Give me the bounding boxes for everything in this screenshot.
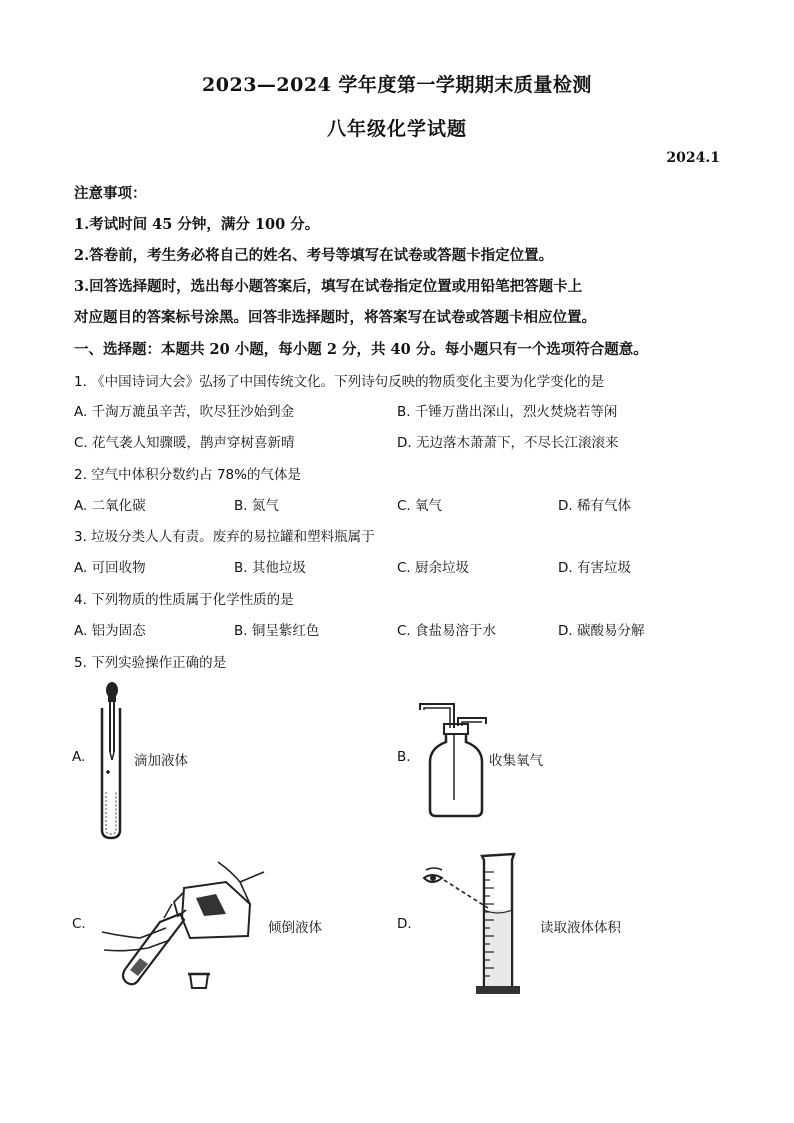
dropper-test-tube-icon bbox=[96, 680, 136, 840]
question-3-option-c[interactable]: C. 厨余垃圾 bbox=[397, 560, 470, 576]
question-5-option-b-caption: 收集氧气 bbox=[489, 753, 543, 769]
exam-date: 2024.1 bbox=[666, 150, 720, 166]
question-5-option-d-letter[interactable]: D. bbox=[397, 916, 412, 932]
question-2-option-b[interactable]: B. 氮气 bbox=[234, 498, 279, 514]
question-2-stem: 2. 空气中体积分数约占 78%的气体是 bbox=[74, 467, 301, 483]
notice-item-3-continued: 对应题目的答案标号涂黑。回答非选择题时，将答案写在试卷或答题卡相应位置。 bbox=[74, 309, 596, 326]
notice-heading: 注意事项： bbox=[74, 185, 147, 202]
question-1-option-b[interactable]: B. 千锤万凿出深山，烈火焚烧若等闲 bbox=[397, 404, 618, 420]
notice-item-3: 3.回答选择题时，选出每小题答案后，填写在试卷指定位置或用铅笔把答题卡上 bbox=[74, 278, 583, 295]
pouring-liquid-icon bbox=[100, 858, 270, 998]
gas-bottle-icon bbox=[418, 700, 488, 820]
question-5-option-a-caption: 滴加液体 bbox=[134, 753, 188, 769]
question-1-option-c[interactable]: C. 花气袭人知骤暖，鹊声穿树喜新晴 bbox=[74, 435, 295, 451]
question-4-option-c[interactable]: C. 食盐易溶于水 bbox=[397, 623, 497, 639]
question-1-option-a[interactable]: A. 千淘万漉虽辛苦，吹尽狂沙始到金 bbox=[74, 404, 295, 420]
notice-item-2: 2.答卷前，考生务必将自己的姓名、考号等填写在试卷或答题卡指定位置。 bbox=[74, 247, 554, 264]
question-5-option-a-letter[interactable]: A. bbox=[72, 749, 86, 765]
graduated-cylinder-icon bbox=[420, 852, 530, 1000]
question-1-stem: 1. 《中国诗词大会》弘扬了中国传统文化。下列诗句反映的物质变化主要为化学变化的是 bbox=[74, 374, 605, 390]
question-1-option-d[interactable]: D. 无边落木萧萧下，不尽长江滚滚来 bbox=[397, 435, 619, 451]
question-5-option-b-letter[interactable]: B. bbox=[397, 749, 411, 765]
question-2-option-d[interactable]: D. 稀有气体 bbox=[558, 498, 631, 514]
question-3-option-d[interactable]: D. 有害垃圾 bbox=[558, 560, 631, 576]
question-3-stem: 3. 垃圾分类人人有责。废弃的易拉罐和塑料瓶属于 bbox=[74, 529, 375, 545]
question-4-option-a[interactable]: A. 铝为固态 bbox=[74, 623, 146, 639]
question-2-option-a[interactable]: A. 二氧化碳 bbox=[74, 498, 146, 514]
exam-subtitle: 八年级化学试题 bbox=[326, 118, 467, 140]
question-5-option-c-caption: 倾倒液体 bbox=[268, 920, 322, 936]
question-4-option-d[interactable]: D. 碳酸易分解 bbox=[558, 623, 645, 639]
question-4-option-b[interactable]: B. 铜呈紫红色 bbox=[234, 623, 320, 639]
question-5-option-c-letter[interactable]: C. bbox=[72, 916, 86, 932]
question-3-option-b[interactable]: B. 其他垃圾 bbox=[234, 560, 306, 576]
exam-title: 2023—2024 学年度第一学期期末质量检测 bbox=[202, 74, 592, 96]
notice-item-1: 1.考试时间 45 分钟，满分 100 分。 bbox=[74, 216, 320, 233]
question-4-stem: 4. 下列物质的性质属于化学性质的是 bbox=[74, 592, 294, 608]
question-5-stem: 5. 下列实验操作正确的是 bbox=[74, 655, 227, 671]
question-2-option-c[interactable]: C. 氧气 bbox=[397, 498, 443, 514]
question-3-option-a[interactable]: A. 可回收物 bbox=[74, 560, 146, 576]
question-5-option-d-caption: 读取液体体积 bbox=[540, 920, 621, 936]
section-heading: 一、选择题：本题共 20 小题，每小题 2 分，共 40 分。每小题只有一个选项符合题意。 bbox=[74, 341, 648, 358]
